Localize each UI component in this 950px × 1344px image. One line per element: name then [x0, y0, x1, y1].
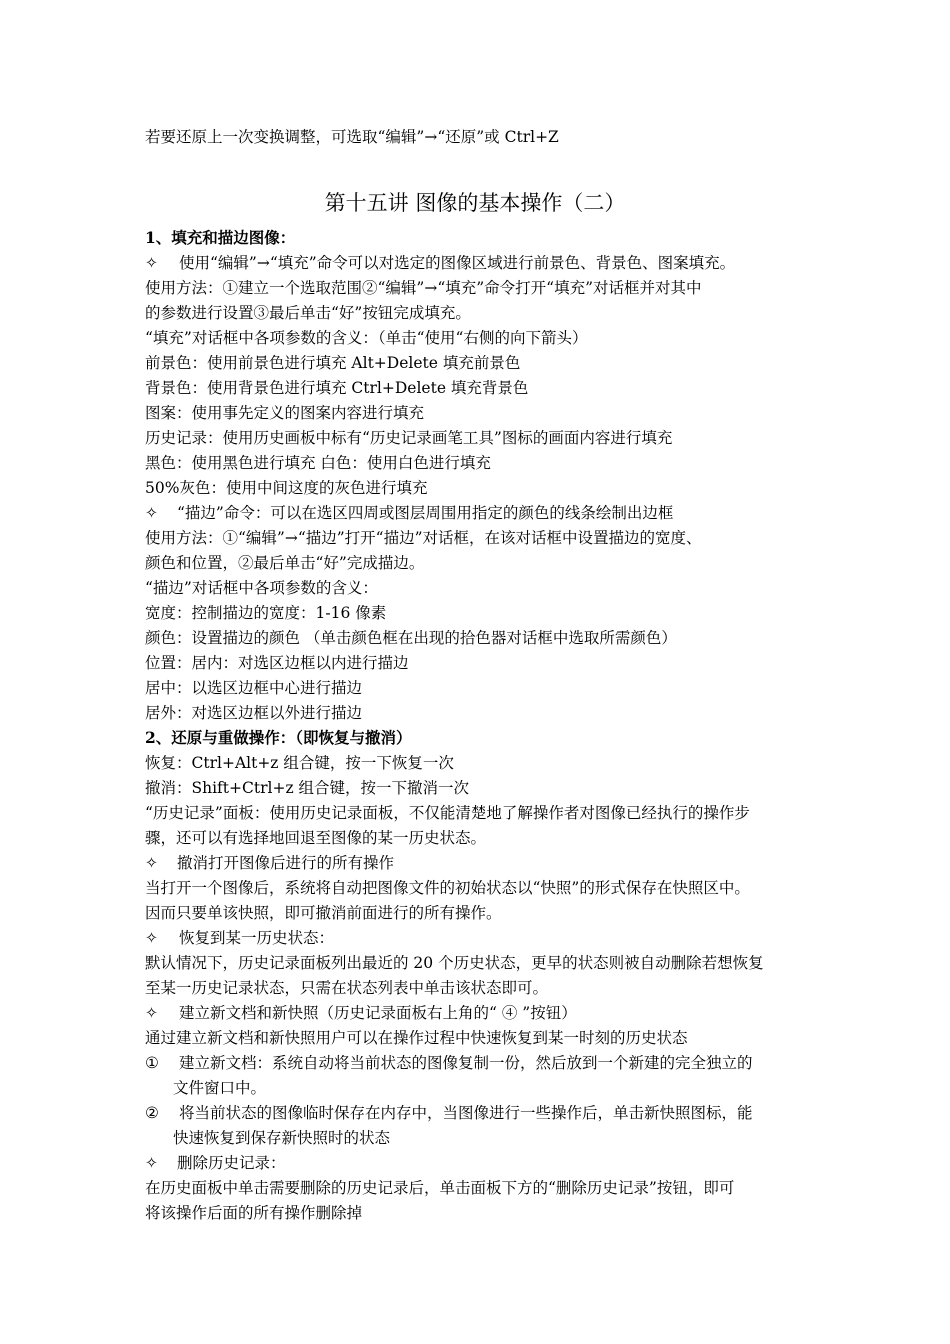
paragraph-line: 撤消：Shift+Ctrl+z 组合键，按一下撤消一次: [145, 779, 470, 797]
paragraph-line: 文件窗口中。: [173, 1079, 267, 1097]
paragraph-line: 骤，还可以有选择地回退至图像的某一历史状态。: [145, 829, 487, 847]
bullet-stroke-command: [145, 503, 673, 523]
numbered-item-2: [145, 1103, 753, 1123]
paragraph-line: 将该操作后面的所有操作删除掉: [145, 1204, 363, 1222]
paragraph-line: 的参数进行设置③最后单击“好”按钮完成填充。: [145, 304, 471, 322]
numbered-item-text: 将当前状态的图像临时保存在内存中，当图像进行一些操作后，单击新快照图标，能: [179, 1104, 753, 1122]
bullet-new-snapshot: [145, 1003, 577, 1023]
paragraph-line: 颜色：设置描边的颜色 （单击颜色框在出现的拾色器对话框中选取所需颜色）: [145, 629, 677, 647]
bullet-restore-state: [145, 928, 334, 948]
diamond-bullet-icon: ✧: [145, 504, 158, 522]
paragraph-line: 因而只要单该快照，即可撤消前面进行的所有操作。: [145, 904, 502, 922]
diamond-bullet-icon: ✧: [145, 1004, 158, 1022]
paragraph-line: 恢复：Ctrl+Alt+z 组合键，按一下恢复一次: [145, 754, 454, 772]
diamond-bullet-icon: ✧: [145, 254, 158, 272]
bullet-fill-command: [145, 253, 735, 273]
bullet-undo-all: [145, 853, 394, 873]
paragraph-line: 使用方法：①建立一个选取范围②“编辑”→“填充”命令打开“填充”对话框并对其中: [145, 279, 702, 297]
paragraph-line: 宽度：控制描边的宽度：1-16 像素: [145, 604, 387, 622]
paragraph-line: 至某一历史记录状态，只需在状态列表中单击该状态即可。: [145, 979, 549, 997]
paragraph-line: 在历史面板中单击需要删除的历史记录后，单击面板下方的“删除历史记录”按钮，即可: [145, 1179, 735, 1197]
bullet-text: 撤消打开图像后进行的所有操作: [177, 854, 395, 872]
page-title: 第十五讲 图像的基本操作（二）: [324, 191, 626, 215]
paragraph-line: 黑色：使用黑色进行填充 白色：使用白色进行填充: [145, 454, 491, 472]
paragraph-line: 历史记录：使用历史画板中标有“历史记录画笔工具”图标的画面内容进行填充: [145, 429, 673, 447]
numbered-item-1: [145, 1053, 753, 1073]
paragraph-line: 默认情况下，历史记录面板列出最近的 20 个历史状态，更早的状态则被自动删除若想恢复: [145, 954, 764, 972]
bullet-text: 删除历史记录：: [177, 1154, 286, 1172]
paragraph-line: 颜色和位置，②最后单击“好”完成描边。: [145, 554, 425, 572]
paragraph-line: 背景色：使用背景色进行填充 Ctrl+Delete 填充背景色: [145, 379, 529, 397]
bullet-text: 使用“编辑”→“填充”命令可以对选定的图像区域进行前景色、背景色、图案填充。: [179, 254, 736, 272]
bullet-delete-history: [145, 1153, 286, 1173]
paragraph-line: 居中：以选区边框中心进行描边: [145, 679, 363, 697]
intro-text: 若要还原上一次变换调整，可选取“编辑”→“还原”或 Ctrl+Z: [145, 128, 559, 146]
bullet-text: 建立新文档和新快照（历史记录面板右上角的“ ④ ”按钮）: [179, 1004, 577, 1022]
diamond-bullet-icon: ✧: [145, 854, 158, 872]
paragraph-line: 使用方法：①“编辑”→“描边”打开“描边”对话框，在该对话框中设置描边的宽度、: [145, 529, 702, 547]
diamond-bullet-icon: ✧: [145, 1154, 158, 1172]
diamond-bullet-icon: ✧: [145, 929, 158, 947]
paragraph-line: “描边”对话框中各项参数的含义：: [145, 579, 378, 597]
paragraph-line: 图案：使用事先定义的图案内容进行填充: [145, 404, 425, 422]
paragraph-line: 位置：居内：对选区边框以内进行描边: [145, 654, 409, 672]
paragraph-line: “历史记录”面板：使用历史记录面板，不仅能清楚地了解操作者对图像已经执行的操作步: [145, 804, 750, 822]
paragraph-line: 50%灰色：使用中间这度的灰色进行填充: [145, 479, 428, 497]
bullet-text: “描边”命令：可以在选区四周或图层周围用指定的颜色的线条绘制出边框: [177, 504, 674, 522]
section-heading-undo-redo: 2、还原与重做操作：（即恢复与撤消）: [145, 728, 412, 747]
circled-number-1: ①: [145, 1054, 159, 1072]
paragraph-line: “填充”对话框中各项参数的含义：（单击“使用“右侧的向下箭头）: [145, 329, 588, 347]
paragraph-line: 前景色：使用前景色进行填充 Alt+Delete 填充前景色: [145, 354, 521, 372]
section-heading-fill-stroke: 1、填充和描边图像：: [145, 228, 296, 247]
paragraph-line: 快速恢复到保存新快照时的状态: [173, 1129, 391, 1147]
paragraph-line: 当打开一个图像后，系统将自动把图像文件的初始状态以“快照”的形式保存在快照区中。: [145, 879, 750, 897]
paragraph-line: 居外：对选区边框以外进行描边: [145, 704, 363, 722]
numbered-item-text: 建立新文档：系统自动将当前状态的图像复制一份，然后放到一个新建的完全独立的: [179, 1054, 753, 1072]
bullet-text: 恢复到某一历史状态：: [179, 929, 335, 947]
circled-number-2: ②: [145, 1104, 159, 1122]
paragraph-line: 通过建立新文档和新快照用户可以在操作过程中快速恢复到某一时刻的历史状态: [145, 1029, 688, 1047]
